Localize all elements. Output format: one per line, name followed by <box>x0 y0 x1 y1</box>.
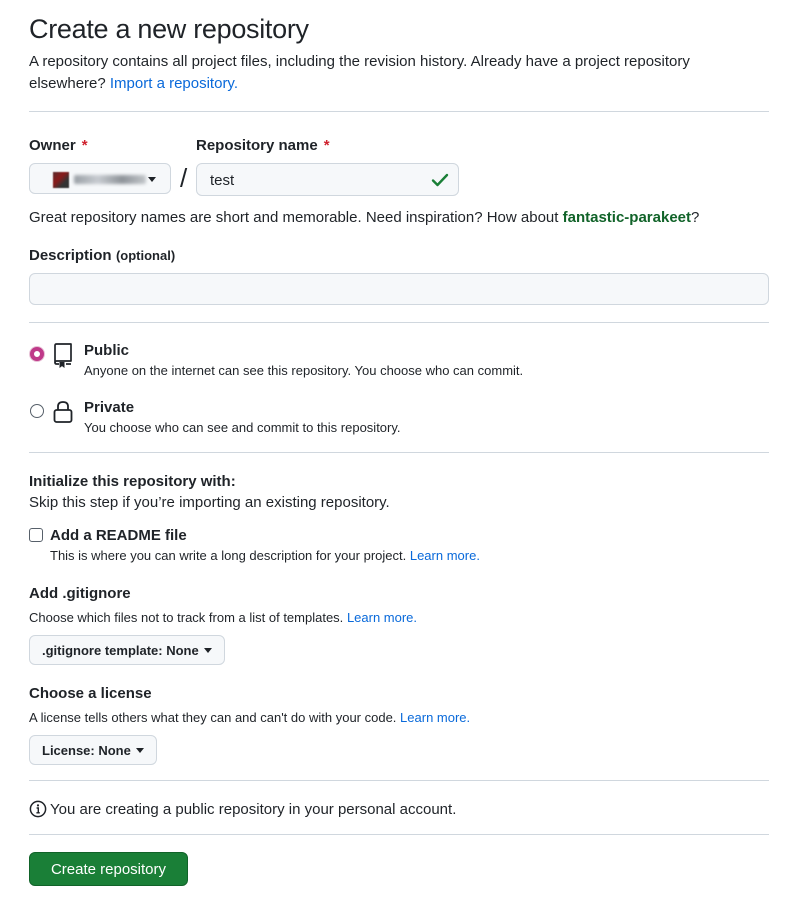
repository-name-value: test <box>210 172 235 189</box>
intro-text: A repository contains all project files, including the revision history. Already have a project repository elsewhere? <box>29 53 690 92</box>
divider <box>29 834 769 835</box>
license-description <box>29 710 470 725</box>
private-radio[interactable] <box>30 404 44 418</box>
readme-description-text: This is where you can write a long description for your project. <box>50 548 407 563</box>
name-suggestion[interactable]: fantastic-parakeet <box>562 209 692 226</box>
repo-icon <box>52 342 74 368</box>
initialize-subtext: Skip this step if you’re importing an existing repository. <box>29 494 390 511</box>
public-repo-notice: You are creating a public repository in your personal account. <box>50 801 457 818</box>
chevron-down-icon <box>204 648 212 653</box>
owner-name-redacted <box>74 175 146 184</box>
gitignore-template-select[interactable] <box>29 635 225 665</box>
gitignore-heading: Add .gitignore <box>29 585 131 602</box>
repository-name-label <box>196 137 330 154</box>
owner-label-text: Owner <box>29 137 76 154</box>
owner-repo-separator: / <box>180 163 188 193</box>
gitignore-learn-more-link[interactable]: Learn more. <box>346 610 418 625</box>
divider <box>29 452 769 453</box>
divider <box>29 322 769 323</box>
readme-learn-more-link[interactable]: Learn more. <box>409 548 480 563</box>
check-icon <box>431 172 449 188</box>
repository-name-input[interactable] <box>196 163 459 196</box>
lock-icon <box>52 399 74 425</box>
readme-label[interactable]: Add a README file <box>50 527 187 544</box>
import-repository-link[interactable]: Import a repository. <box>109 75 238 92</box>
divider <box>29 780 769 781</box>
chevron-down-icon <box>136 748 144 753</box>
license-select-label: License: None <box>42 742 131 758</box>
public-option-title: Public <box>84 342 130 359</box>
page-title: Create a new repository <box>29 14 309 44</box>
public-option-subtitle: Anyone on the internet can see this repository. You choose who can commit. <box>84 363 524 378</box>
license-heading: Choose a license <box>29 685 152 702</box>
description-label <box>29 247 175 265</box>
create-repository-button[interactable]: Create repository <box>29 852 188 886</box>
info-icon <box>29 800 47 818</box>
owner-select[interactable] <box>29 163 171 194</box>
optional-tag: (optional) <box>115 248 176 263</box>
name-hint-suffix: ? <box>691 209 700 226</box>
gitignore-template-label: .gitignore template: None <box>42 642 199 658</box>
private-option-title: Private <box>84 399 135 416</box>
initialize-heading: Initialize this repository with: <box>29 473 236 490</box>
gitignore-description-text: Choose which files not to track from a list of templates. <box>29 610 344 625</box>
owner-label <box>29 137 88 154</box>
repository-name-label-text: Repository name <box>196 137 318 154</box>
name-hint-text: Great repository names are short and memorable. Need inspiration? How about <box>29 209 559 226</box>
license-description-text: A license tells others what they can and can't do with your code. <box>29 710 397 725</box>
name-hint <box>29 209 699 226</box>
owner-avatar <box>53 172 69 188</box>
description-input[interactable] <box>29 273 769 305</box>
required-mark: * <box>323 137 330 154</box>
divider <box>29 111 769 112</box>
private-option-subtitle: You choose who can see and commit to this repository. <box>84 420 401 435</box>
chevron-down-icon <box>148 177 156 182</box>
page-intro <box>29 51 769 95</box>
readme-description <box>50 548 480 563</box>
description-label-text: Description <box>29 247 112 264</box>
readme-checkbox[interactable] <box>29 528 43 542</box>
required-mark: * <box>81 137 88 154</box>
license-learn-more-link[interactable]: Learn more. <box>400 710 471 725</box>
license-select[interactable] <box>29 735 157 765</box>
gitignore-description <box>29 610 417 625</box>
public-radio[interactable] <box>30 347 44 361</box>
